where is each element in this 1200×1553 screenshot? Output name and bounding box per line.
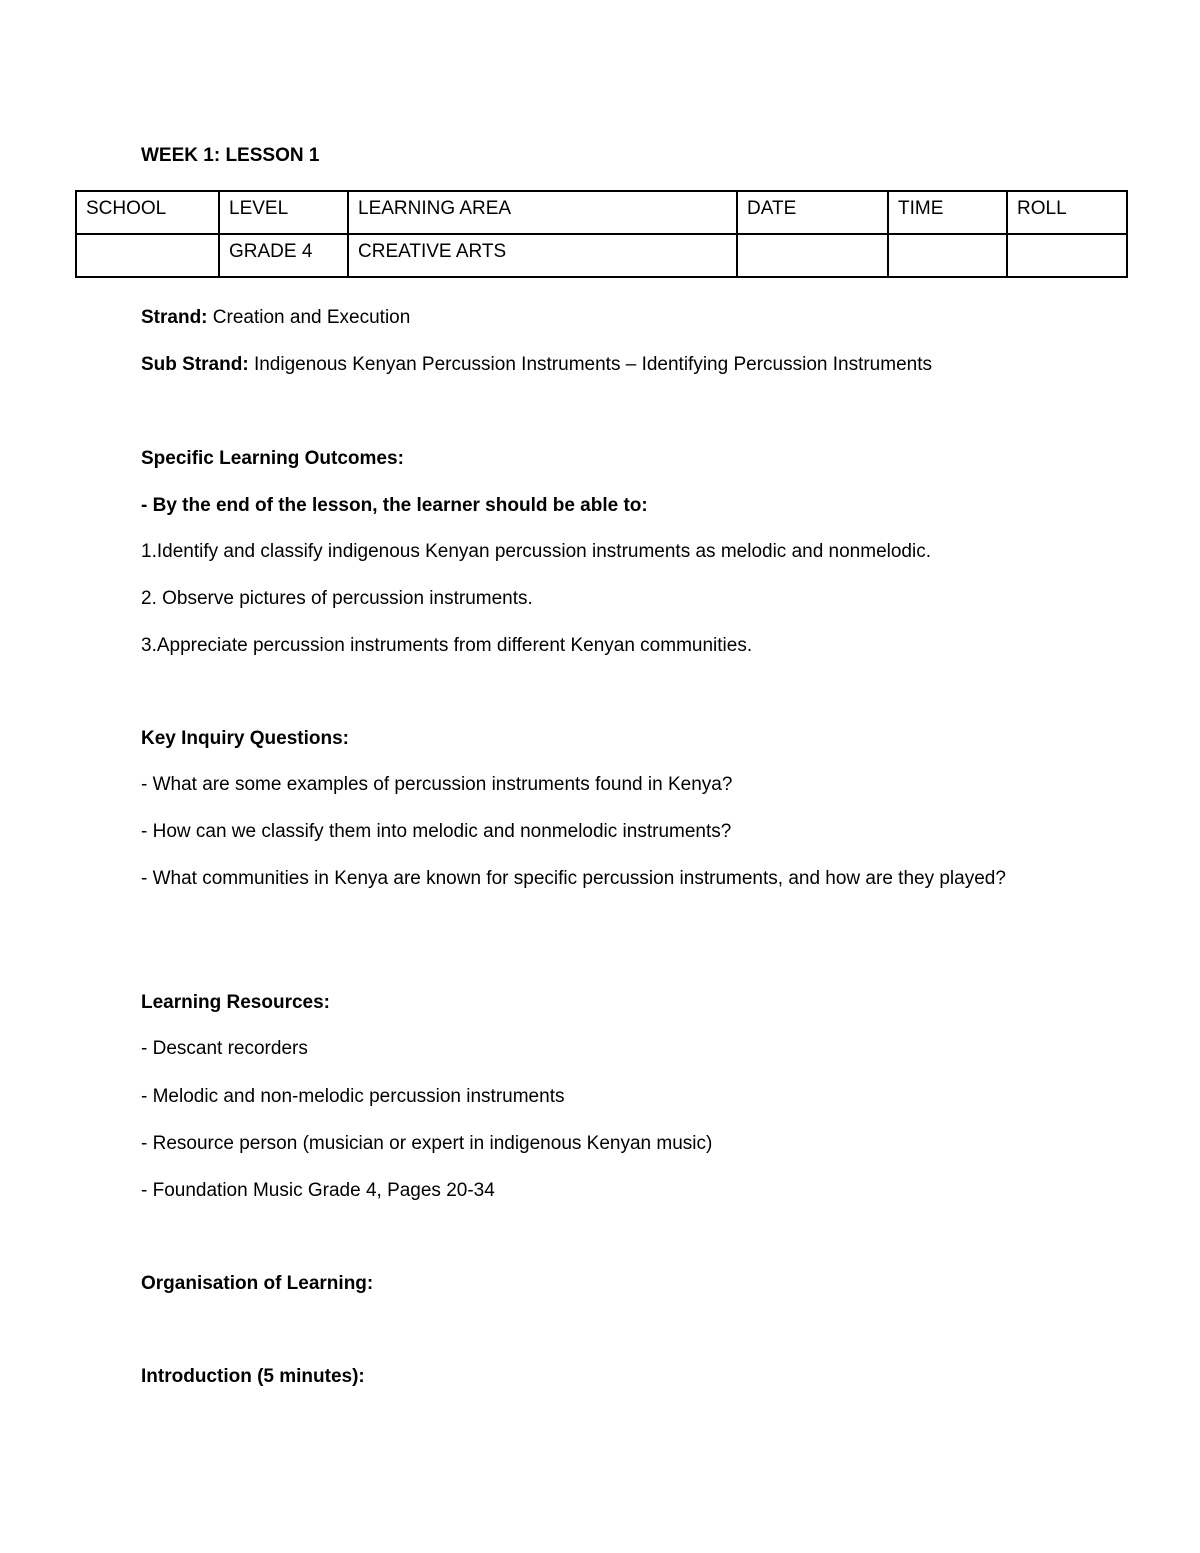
introduction-heading: Introduction (5 minutes): [141, 1366, 365, 1387]
table-header-cell: LEVEL [219, 191, 348, 234]
resource-item: - Resource person (musician or expert in indigenous Kenyan music) [141, 1133, 713, 1154]
outcome-item: 1.Identify and classify indigenous Kenyan percussion instruments as melodic and nonmelodic. [141, 541, 932, 562]
question-item: - What are some examples of percussion instruments found in Kenya? [141, 774, 733, 795]
strand-value: Creation and Execution [212, 307, 411, 328]
table-cell-roll [1007, 234, 1127, 277]
strand-label: Strand: [141, 307, 208, 328]
questions-heading: Key Inquiry Questions: [141, 728, 349, 749]
resource-item: - Descant recorders [141, 1038, 308, 1059]
table-cell-school [76, 234, 219, 277]
question-item: - How can we classify them into melodic and nonmelodic instruments? [141, 821, 732, 842]
resource-item: - Foundation Music Grade 4, Pages 20-34 [141, 1180, 495, 1201]
question-item: - What communities in Kenya are known for specific percussion instruments, and how are they played? [141, 868, 1006, 889]
table-cell-time [888, 234, 1007, 277]
organisation-heading: Organisation of Learning: [141, 1273, 374, 1294]
resources-heading: Learning Resources: [141, 992, 330, 1013]
outcomes-intro: - By the end of the lesson, the learner should be able to: [141, 495, 648, 516]
table-row [76, 234, 1127, 277]
table-header-cell: SCHOOL [76, 191, 219, 234]
resource-item: - Melodic and non-melodic percussion instruments [141, 1086, 565, 1107]
outcome-item: 2. Observe pictures of percussion instruments. [141, 588, 533, 609]
sub-strand-value: Indigenous Kenyan Percussion Instruments – Identifying Percussion Instruments [253, 354, 932, 375]
sub-strand-label: Sub Strand: [141, 354, 249, 375]
table-header-cell: ROLL [1007, 191, 1127, 234]
strand-line [141, 302, 1101, 333]
table-header-cell: TIME [888, 191, 1007, 234]
outcome-item: 3.Appreciate percussion instruments from different Kenyan communities. [141, 635, 753, 656]
table-cell-date [737, 234, 888, 277]
lesson-info-table [75, 190, 1128, 278]
week-lesson-title: WEEK 1: LESSON 1 [141, 145, 320, 166]
table-header-cell: DATE [737, 191, 888, 234]
table-header-row [76, 191, 1127, 234]
outcomes-heading: Specific Learning Outcomes: [141, 448, 404, 469]
table-cell-level: GRADE 4 [219, 234, 348, 277]
table-cell-learning-area: CREATIVE ARTS [348, 234, 737, 277]
sub-strand-line [141, 349, 1101, 380]
table-header-cell: LEARNING AREA [348, 191, 737, 234]
